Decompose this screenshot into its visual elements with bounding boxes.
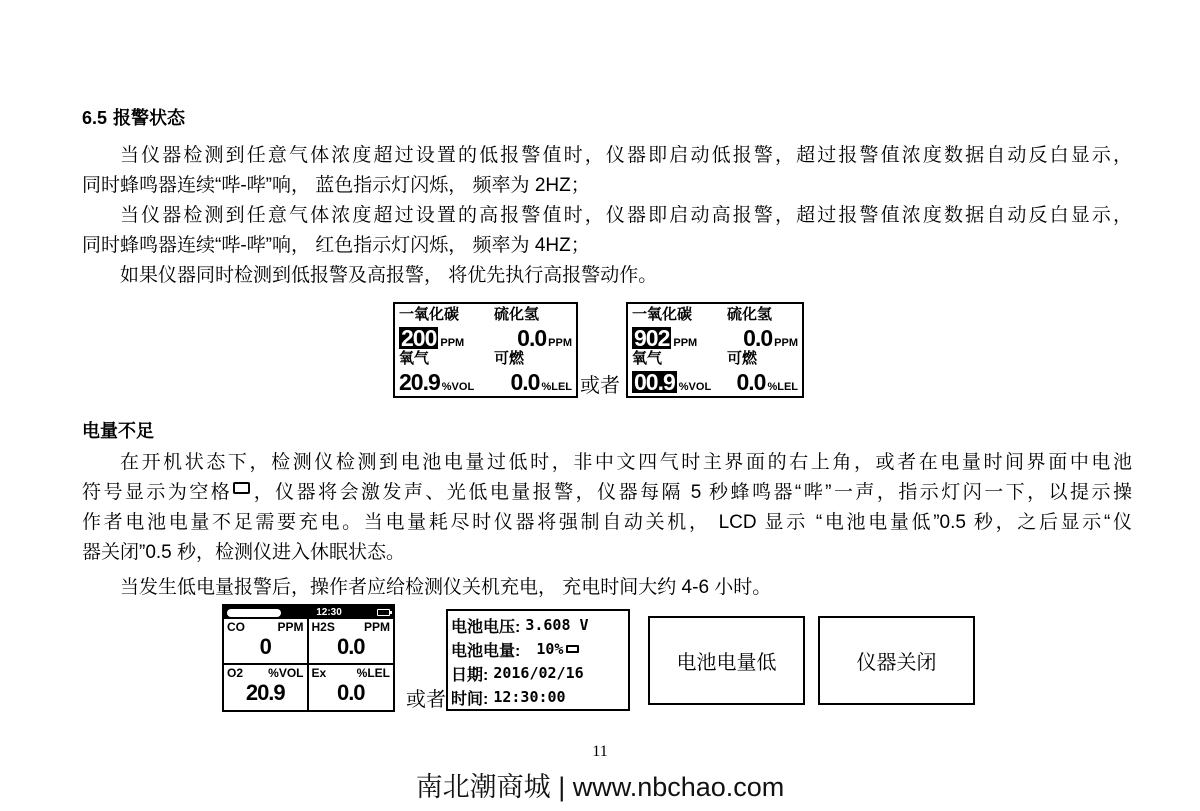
gas-label-o2: 氧气	[399, 350, 430, 367]
co-value-inverted: 200	[401, 325, 437, 351]
section-number: 6.5	[82, 108, 108, 128]
or-connector: 或者	[580, 375, 620, 397]
time-label: 时间:	[451, 690, 489, 708]
gas-grid	[224, 619, 393, 710]
co-value-inverted: 902	[634, 325, 670, 351]
date-label: 日期:	[451, 666, 489, 684]
status-time: 12:30	[316, 606, 342, 618]
or-connector: 或者	[406, 689, 446, 711]
voltage-label: 电池电压:	[451, 618, 521, 636]
ex-value: 0.0	[510, 369, 540, 395]
o2-unit: %VOL	[441, 381, 475, 393]
gas-label-ex: 可燃	[727, 350, 758, 367]
paragraph-line: 作者电池电量不足需要充电。当电量耗尽时仪器将强制自动关机， LCD 显示 “电池电量低”0.5 秒，之后显示“仪	[82, 512, 1132, 533]
gas-label-co: 一氧化碳	[632, 306, 693, 323]
empty-battery-icon	[233, 482, 250, 494]
ex-unit: %LEL	[767, 381, 798, 393]
battery-voltage-row	[451, 613, 625, 637]
co-unit: PPM	[440, 337, 465, 349]
low-alarm-paragraph	[82, 141, 1132, 201]
device-off-text: 仪器关闭	[856, 652, 937, 674]
paragraph-line: 当仪器检测到任意气体浓度超过设置的低报警值时，仪器即启动低报警，超过报警值浓度数据自动反白显示，	[120, 145, 1132, 166]
lcd-low-alarm-screen	[393, 302, 578, 398]
paragraph-text: ，仪器将会激发声、光低电量报警，仪器每隔 5 秒蜂鸣器“哔”一声，指示灯闪一下，以提示操	[251, 482, 1132, 503]
gas-value: 20.9	[245, 679, 285, 705]
h2s-value: 0.0	[517, 325, 547, 351]
o2-unit: %VOL	[678, 381, 712, 393]
gas-label-h2s: 硫化氢	[494, 306, 540, 323]
low-battery-heading: 电量不足	[82, 421, 154, 441]
gas-label: Ex	[311, 665, 327, 680]
level-label: 电池电量:	[451, 642, 521, 660]
gas-value: 0.0	[336, 679, 365, 705]
gas-label: CO	[227, 620, 245, 634]
battery-low-text: 电池电量低	[676, 652, 777, 674]
o2-value: 20.9	[399, 369, 440, 395]
low-battery-paragraph	[82, 448, 1132, 568]
gas-unit: %VOL	[268, 665, 304, 680]
paragraph-text: 符号显示为空格	[82, 482, 233, 503]
alarm-priority-paragraph	[82, 261, 1132, 291]
empty-battery-icon	[566, 645, 579, 653]
high-alarm-paragraph	[82, 201, 1132, 261]
gas-label-ex: 可燃	[494, 350, 525, 367]
site-footer: 南北潮商城 | www.nbchao.com	[415, 772, 785, 802]
voltage-value: 3.608 V	[525, 616, 589, 634]
co-unit: PPM	[673, 337, 698, 349]
gas-value: 0.0	[336, 634, 365, 659]
section-heading	[82, 104, 185, 130]
battery-level-row	[451, 637, 625, 661]
time-value: 12:30:00	[493, 688, 566, 706]
battery-info-screen	[446, 609, 630, 711]
lcd-high-alarm-screen	[626, 302, 804, 398]
lcd-main-screen	[222, 604, 395, 712]
h2s-unit: PPM	[548, 337, 572, 349]
lcd-status-bar	[224, 606, 393, 619]
gas-unit: %LEL	[356, 665, 390, 680]
page-number: 11	[592, 743, 608, 760]
gas-cell-co	[224, 619, 309, 665]
paragraph-line: 当发生低电量报警后，操作者应给检测仪关机充电， 充电时间大约 4-6 小时。	[120, 577, 772, 598]
date-value: 2016/02/16	[493, 664, 584, 682]
paragraph-line: 同时蜂鸣器连续“哔-哔”响， 红色指示灯闪烁， 频率为 4HZ；	[82, 235, 590, 256]
o2-value-inverted: 00.9	[634, 369, 675, 395]
gas-label-h2s: 硫化氢	[727, 306, 773, 323]
gas-label: H2S	[311, 620, 335, 634]
h2s-unit: PPM	[774, 337, 798, 349]
paragraph-line	[82, 478, 1132, 508]
h2s-value: 0.0	[743, 325, 773, 351]
gas-unit: PPM	[277, 620, 304, 634]
ex-unit: %LEL	[541, 381, 572, 393]
section-title: 报警状态	[113, 108, 186, 128]
gas-label: O2	[227, 665, 244, 680]
device-off-screen	[818, 616, 975, 705]
ex-value: 0.0	[736, 369, 766, 395]
gas-cell-h2s	[309, 619, 394, 665]
paragraph-line: 同时蜂鸣器连续“哔-哔”响， 蓝色指示灯闪烁， 频率为 2HZ；	[82, 175, 590, 196]
gas-label-o2: 氧气	[632, 350, 663, 367]
gas-value: 0	[259, 634, 271, 659]
gas-label-co: 一氧化碳	[399, 306, 460, 323]
status-logo-blob	[227, 609, 281, 617]
gas-unit: PPM	[363, 620, 390, 634]
battery-low-screen	[648, 616, 805, 705]
charge-note-paragraph	[82, 573, 1132, 603]
gas-cell-o2	[224, 665, 309, 711]
paragraph-line: 在开机状态下，检测仪检测到电池电量过低时，非中文四气时主界面的右上角，或者在电量时间界面中电池	[120, 452, 1132, 473]
paragraph-line: 器关闭”0.5 秒，检测仪进入休眠状态。	[82, 542, 406, 563]
paragraph-line: 当仪器检测到任意气体浓度超过设置的高报警值时，仪器即启动高报警，超过报警值浓度数据自动反白显示，	[120, 205, 1132, 226]
gas-cell-ex	[309, 665, 394, 711]
status-battery-icon	[377, 609, 390, 616]
time-row	[451, 685, 625, 709]
level-value: 10%	[536, 640, 564, 658]
paragraph-line: 如果仪器同时检测到低报警及高报警， 将优先执行高报警动作。	[120, 265, 658, 286]
date-row	[451, 661, 625, 685]
